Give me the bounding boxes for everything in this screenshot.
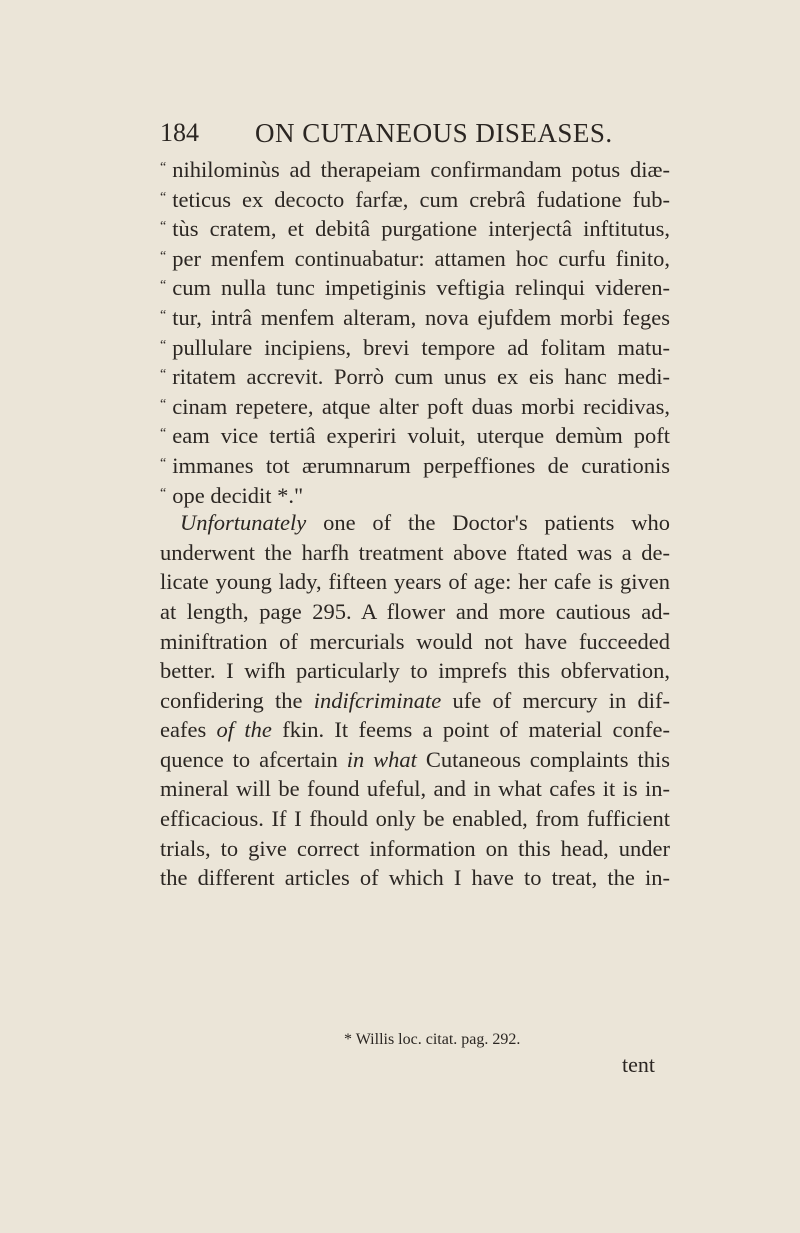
quoted-line: “ nihilominùs ad therapeiam confirmandam potus diæ-: [160, 157, 670, 182]
page-number: 184: [160, 118, 199, 147]
body-text: [160, 153, 670, 893]
running-head: ON CUTANEOUS DISEASES.: [255, 118, 613, 148]
quoted-line: “ immanes tot ærumnarum perpeffiones de curationis: [160, 452, 670, 478]
page-header: [160, 116, 670, 150]
paragraph-line: at length, page 295. A flower and more cautious ad-: [160, 598, 670, 624]
quoted-line: “ tùs cratem, et debitâ purgatione interjectâ inftitutus,: [160, 216, 670, 242]
quote-mark: “: [160, 396, 167, 412]
quote-mark: “: [160, 337, 167, 353]
quoted-line: “ tur, intrâ menfem alteram, nova ejufdem morbi feges: [160, 304, 670, 330]
paragraph-line: the different articles of which I have to treat, the in-: [160, 865, 670, 891]
quote-mark: “: [160, 307, 167, 323]
paragraph-line: confidering the indifcriminate ufe of mercury in dif-: [160, 687, 670, 713]
paragraph-line: quence to afcertain in what Cutaneous complaints this: [160, 746, 670, 772]
quote-mark: “: [160, 219, 167, 235]
paragraph-line: eafes of the fkin. It feems a point of material confe-: [160, 717, 670, 743]
quote-mark: “: [160, 455, 167, 471]
paragraph-line: better. I wifh particularly to imprefs this obfervation,: [160, 658, 670, 684]
paragraph-line: mineral will be found ufeful, and in what cafes it is in-: [160, 776, 670, 802]
quote-mark: “: [160, 248, 167, 264]
paragraph-line: miniftration of mercurials would not have fucceeded: [160, 628, 670, 654]
quote-mark: “: [160, 189, 167, 205]
quoted-line: “ cinam repetere, atque alter poft duas morbi recidivas,: [160, 393, 670, 419]
quoted-line: “ teticus ex decocto farfæ, cum crebrâ fudatione fub-: [160, 186, 670, 212]
quote-mark: “: [160, 426, 167, 442]
quoted-line: “ eam vice tertiâ experiri voluit, uterque demùm poft: [160, 423, 670, 449]
quoted-line: “ pullulare incipiens, brevi tempore ad folitam matu-: [160, 334, 670, 360]
paragraph-line: licate young lady, fifteen years of age: her cafe is given: [160, 569, 670, 595]
paragraph-line: trials, to give correct information on this head, under: [160, 835, 670, 861]
footnote: * Willis loc. citat. pag. 292.: [344, 1031, 521, 1048]
quoted-line: “ per menfem continuabatur: attamen hoc curfu finito,: [160, 245, 670, 271]
paragraph-line: underwent the harfh treatment above ftated was a de-: [160, 539, 670, 565]
catchword: tent: [622, 1052, 655, 1077]
quote-mark: “: [160, 160, 167, 175]
quoted-line: “ ope decidit *.": [160, 482, 304, 508]
quote-mark: “: [160, 278, 167, 294]
paragraph-line: Unfortunately one of the Doctor's patients who: [180, 510, 670, 536]
quoted-line: “ ritatem accrevit. Porrò cum unus ex eis hanc medi-: [160, 364, 670, 390]
quote-mark: “: [160, 367, 167, 383]
paragraph-line: efficacious. If I fhould only be enabled, from fufficient: [160, 806, 670, 832]
quote-mark: “: [160, 485, 167, 501]
quoted-line: “ cum nulla tunc impetiginis veftigia relinqui videren-: [160, 275, 670, 301]
